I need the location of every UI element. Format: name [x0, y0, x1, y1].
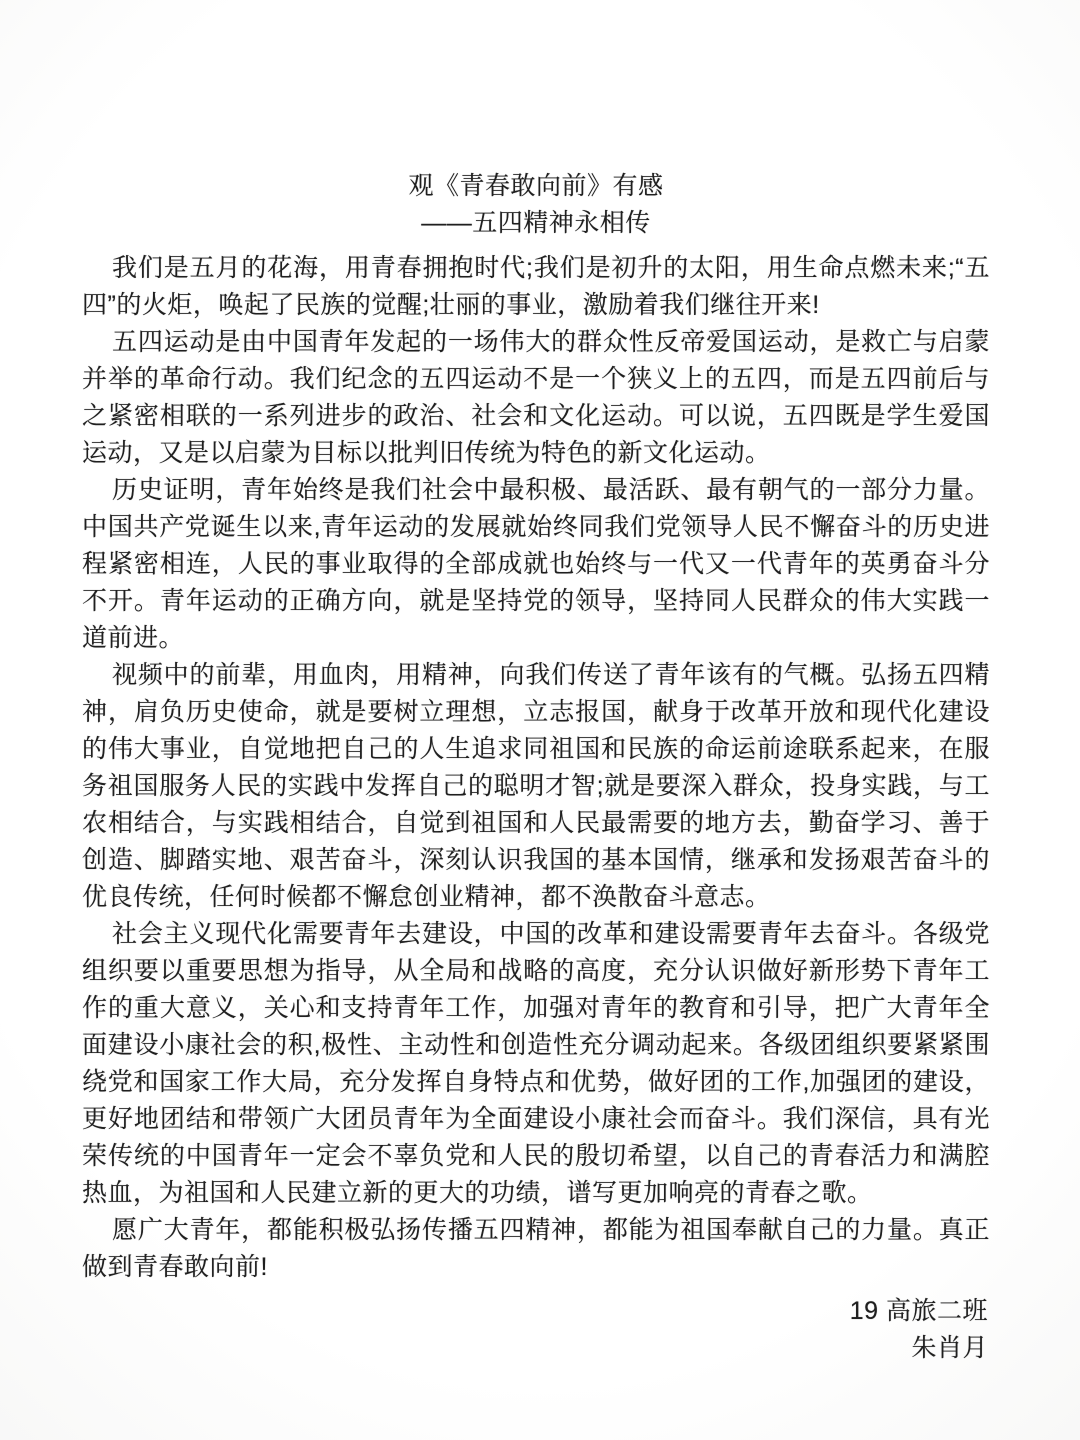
essay-paragraph: 我们是五月的花海，用青春拥抱时代;我们是初升的太阳，用生命点燃未来;“五四”的火炬，唤起了民族的觉醒;壮丽的事业，激励着我们继往开来!: [82, 254, 990, 319]
essay-body: [82, 250, 990, 1286]
essay-paragraph: 社会主义现代化需要青年去建设，中国的改革和建设需要青年去奋斗。各级党组织要以重要思想为指导，从全局和战略的高度，充分认识做好新形势下青年工作的重大意义，关心和支持青年工作，加强对青年的教育和引导，把广大青年全面建设小康社会的积,极性、主动性和创造性充分调动起来。各级团组织要紧紧围绕党和国家工作大局，充分发挥自身特点和优势，做好团的工作,加强团的建设，更好地团结和带领广大团员青年为全面建设小康社会而奋斗。我们深信，具有光荣传统的中国青年一定会不辜负党和人民的殷切希望，以自己的青春活力和满腔热血，为祖国和人民建立新的更大的功绩，谱写更加响亮的青春之歌。: [82, 920, 990, 1207]
signature-block: [82, 1293, 990, 1367]
signature-author-line: 朱肖月: [911, 1334, 988, 1362]
essay-subtitle: ——五四精神永相传: [421, 209, 651, 237]
essay-paragraph: 愿广大青年，都能积极弘扬传播五四精神，都能为祖国奉献自己的力量。真正做到青春敢向前!: [82, 1216, 990, 1281]
essay-document: [82, 168, 990, 1367]
essay-paragraph: 历史证明，青年始终是我们社会中最积极、最活跃、最有朝气的一部分力量。中国共产党诞生以来,青年运动的发展就始终同我们党领导人民不懈奋斗的历史进程紧密相连，人民的事业取得的全部成就也始终与一代又一代青年的英勇奋斗分不开。青年运动的正确方向，就是坚持党的领导，坚持同人民群众的伟大实践一道前进。: [82, 476, 990, 652]
signature-class-line: 19 高旅二班: [849, 1297, 988, 1325]
essay-title: 观《青春敢向前》有感: [408, 172, 664, 200]
essay-paragraph: 五四运动是由中国青年发起的一场伟大的群众性反帝爱国运动，是救亡与启蒙并举的革命行动。我们纪念的五四运动不是一个狭义上的五四，而是五四前后与之紧密相联的一系列进步的政治、社会和文化运动。可以说，五四既是学生爱国运动，又是以启蒙为目标以批判旧传统为特色的新文化运动。: [82, 328, 990, 467]
essay-paragraph: 视频中的前辈，用血肉，用精神，向我们传送了青年该有的气概。弘扬五四精神，肩负历史使命，就是要树立理想，立志报国，献身于改革开放和现代化建设的伟大事业，自觉地把自己的人生追求同祖国和民族的命运前途联系起来，在服务祖国服务人民的实践中发挥自己的聪明才智;就是要深入群众，投身实践，与工农相结合，与实践相结合，自觉到祖国和人民最需要的地方去，勤奋学习、善于创造、脚踏实地、艰苦奋斗，深刻认识我国的基本国情，继承和发扬艰苦奋斗的优良传统，任何时候都不懈怠创业精神，都不涣散奋斗意志。: [82, 661, 990, 911]
